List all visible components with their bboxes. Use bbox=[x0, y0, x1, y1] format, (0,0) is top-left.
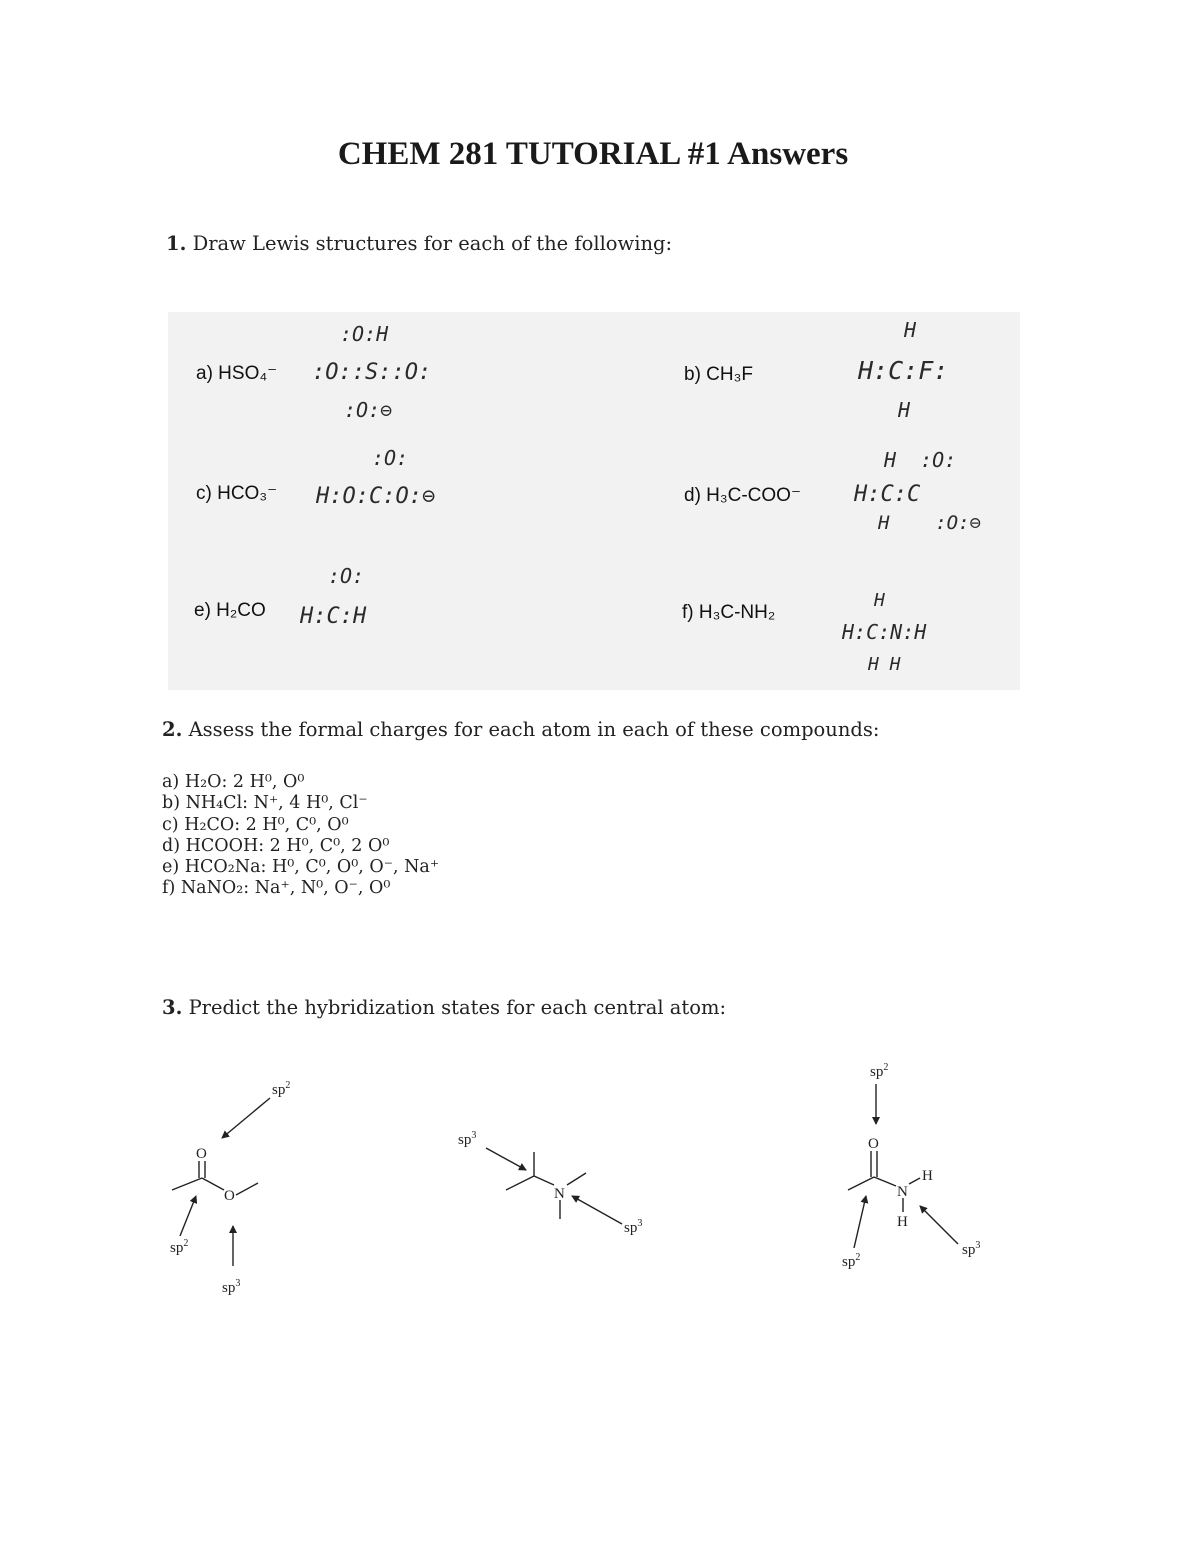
question-3-prompt: Predict the hybridization states for each central atom: bbox=[188, 996, 727, 1019]
label-mol3-sp3: $sp^3$ bbox=[962, 1240, 981, 1258]
item-d-lewis-line-2: H:C:C bbox=[854, 482, 921, 507]
answer-d: d) HCOOH: 2 H⁰, C⁰, 2 O⁰ bbox=[162, 835, 390, 856]
arrow-1-carbonyl-oxygen bbox=[222, 1098, 270, 1138]
label-mol3-sp2-bottom: $sp^2$ bbox=[842, 1252, 861, 1270]
label-mol2-sp3-right: $sp^3$ bbox=[624, 1218, 643, 1236]
arrow-2-carbon bbox=[486, 1148, 526, 1170]
answer-e: e) HCO₂Na: H⁰, C⁰, O⁰, O⁻, Na⁺ bbox=[162, 857, 440, 878]
answer-f: f) NaNO₂: Na⁺, N⁰, O⁻, O⁰ bbox=[162, 878, 391, 899]
label-mol3-sp2-top: $sp^2$ bbox=[870, 1062, 889, 1080]
item-d-lewis-line-3: H :O:⊖ bbox=[878, 512, 981, 534]
item-d-label: d) H₃C-COO⁻ bbox=[684, 485, 801, 506]
item-b-lewis-line-3: H bbox=[898, 398, 911, 422]
question-1-number: 1. bbox=[166, 232, 187, 255]
item-c-lewis-line-2: H:O:C:O:⊖ bbox=[316, 484, 436, 509]
arrow-2-nitrogen bbox=[572, 1196, 622, 1224]
item-f-lewis-line-1: H bbox=[874, 590, 885, 611]
item-a-lewis-line-1: :O:H bbox=[340, 322, 389, 346]
mol2-n: N bbox=[554, 1186, 565, 1202]
mol3-h-below: H bbox=[897, 1214, 908, 1230]
mol1-ester-o: O bbox=[224, 1188, 235, 1204]
item-b-label: b) CH₃F bbox=[684, 364, 753, 385]
molecule-2-amine bbox=[506, 1152, 586, 1219]
item-e-lewis-line-1: :O: bbox=[328, 564, 365, 588]
mol3-h-right: H bbox=[922, 1168, 933, 1184]
question-1-prompt: Draw Lewis structures for each of the following: bbox=[192, 232, 673, 255]
arrow-3-carbonyl-carbon bbox=[854, 1196, 866, 1248]
item-b-lewis-line-1: H bbox=[904, 318, 917, 342]
item-f-label: f) H₃C-NH₂ bbox=[682, 602, 776, 623]
item-b-lewis-line-2: H:C:F: bbox=[858, 356, 949, 385]
arrow-1-carbonyl-carbon bbox=[180, 1196, 196, 1236]
answer-a: a) H₂O: 2 H⁰, O⁰ bbox=[162, 772, 305, 792]
molecule-3-amide bbox=[848, 1151, 920, 1212]
label-mol2-sp3-left: $sp^3$ bbox=[458, 1130, 477, 1148]
page-title: CHEM 281 TUTORIAL #1 Answers bbox=[337, 136, 849, 172]
item-c-label: c) HCO₃⁻ bbox=[196, 483, 278, 504]
arrow-3-nitrogen bbox=[920, 1206, 958, 1244]
mol3-n: N bbox=[897, 1184, 908, 1200]
question-2-prompt: Assess the formal charges for each atom in each of these compounds: bbox=[188, 718, 880, 741]
answer-b: b) NH₄Cl: N⁺, 4 H⁰, Cl⁻ bbox=[162, 793, 368, 814]
item-e-label: e) H₂CO bbox=[194, 600, 266, 621]
item-a-lewis-line-2: :O::S::O: bbox=[312, 360, 432, 385]
label-mol1-sp2-left: $sp^2$ bbox=[170, 1238, 189, 1256]
item-a-lewis-line-3: :O:⊖ bbox=[344, 398, 393, 422]
question-3-number: 3. bbox=[162, 996, 183, 1019]
item-f-lewis-line-2: H:C:N:H bbox=[842, 620, 927, 644]
item-f-lewis-line-3: H H bbox=[868, 654, 901, 675]
mol3-o: O bbox=[868, 1136, 879, 1152]
item-c-lewis-line-1: :O: bbox=[372, 446, 409, 470]
item-d-lewis-line-1: H :O: bbox=[884, 448, 957, 472]
item-e-lewis-line-2: H:C:H bbox=[300, 604, 367, 629]
molecule-1-ester bbox=[172, 1161, 258, 1195]
question-2-number: 2. bbox=[162, 718, 183, 741]
mol1-carbonyl-o: O bbox=[196, 1146, 207, 1162]
label-mol1-sp2-top: $sp^2$ bbox=[272, 1080, 291, 1098]
item-a-label: a) HSO₄⁻ bbox=[196, 363, 278, 384]
label-mol1-sp3: $sp^3$ bbox=[222, 1278, 241, 1296]
answer-c: c) H₂CO: 2 H⁰, C⁰, O⁰ bbox=[162, 814, 349, 835]
